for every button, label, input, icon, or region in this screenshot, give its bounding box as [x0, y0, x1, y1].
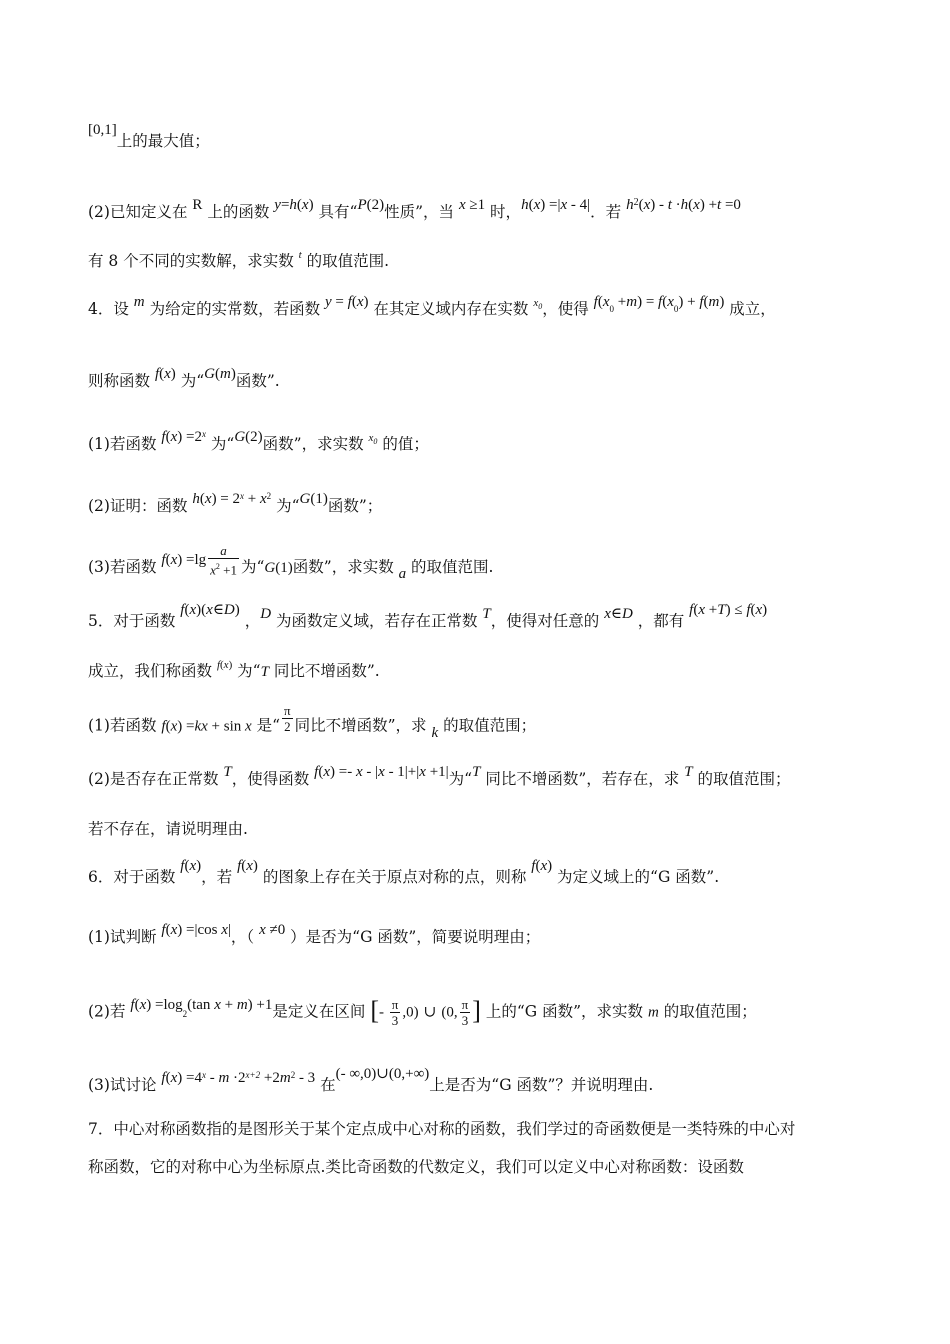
text-line-6: (1)若函数 $f(x) =2^x$ 为“G(2)函数”，求实数 $^{x_0}$ 的值；	[88, 429, 429, 454]
text-line-7: (2)证明：函数 $h(x) = 2^x + x^2$ 为“G(1)函数”；	[88, 491, 383, 516]
text-line-3: 有 8 个不同的实数解，求实数 $^t$ 的取值范围.	[88, 249, 390, 270]
text-line-11: (1)若函数 f(x) =kx + sin x 是“ $\frac{\pi}{2}$ 同比不增函数”，求 k 的取值范围；	[88, 703, 537, 741]
text-line-17: (3)试讨论 $f(x) =4^x - m \cdot 2^{x+2} +2m^2 - 3$ 在(- ∞,0)∪(0,+∞)上是否为“G 函数”？并说明理由.	[88, 1066, 654, 1095]
text-line-14: 6．对于函数 f(x)，若 f(x) 的图象上存在关于原点对称的点，则称 f(x) 为定义域上的“G 函数”.	[88, 858, 720, 886]
text-line-16: (2)若 $f(x) =\log_2(\tan$ x + m) +1是定义在区间 [- $\frac{\pi}{3}$ ,0) ∪ (0, $\frac{\pi}{3}$ ] 上的“G 函数”，求实数 m 的取值范围；	[88, 995, 757, 1028]
text-line-15: (1)试判断 f(x) =|cos x|，（ x ≠0 ）是否为“G 函数”，简要说明理由；	[88, 922, 541, 946]
text-line-4: 4．设 m 为给定的实常数，若函数 y = f(x) 在其定义域内存在实数 $^{x_0}$，使得 $f(x_0 +m) = f(x_0) + f(m)$ 成立，	[88, 294, 776, 318]
text-line-8: (3)若函数 f(x) =lg $\frac{a}{x^2 +1}$ 为“G(1)函数”，求实数 a 的取值范围.	[88, 543, 494, 583]
text-line-12: (2)是否存在正常数 T，使得函数 f(x) =- x - |x - 1|+|x +1|为“T 同比不增函数”，若存在，求 T 的取值范围；	[88, 764, 791, 788]
text-line-5: 则称函数 f(x) 为“G(m)函数”.	[88, 366, 280, 390]
text-line-10: 成立，我们称函数 $^{f(x)}$ 为“T 同比不增函数”.	[88, 659, 380, 680]
text-line-1: [0,1]上的最大值；	[88, 122, 210, 150]
text-line-19: 称函数，它的对称中心为坐标原点.类比奇函数的代数定义，我们可以定义中心对称函数：设函数	[88, 1158, 744, 1176]
text-line-18: 7．中心对称函数指的是图形关于某个定点成中心对称的函数，我们学过的奇函数便是一类特殊的中心对	[88, 1120, 796, 1138]
text-line-9: 5．对于函数 f(x)(x∈D) ，D 为函数定义域，若存在正常数 T，使得对任意的 x∈D ，都有 f(x +T) ≤ f(x)	[88, 602, 768, 630]
text-line-2: (2)已知定义在 R 上的函数 y=h(x) 具有“P(2)性质”，当 x ≥1 时，h(x) =|x - 4|．若 $h^2(x) - t \cdot h(x) +t =0$	[88, 197, 741, 222]
text-line-13: 若不存在，请说明理由.	[88, 820, 248, 838]
